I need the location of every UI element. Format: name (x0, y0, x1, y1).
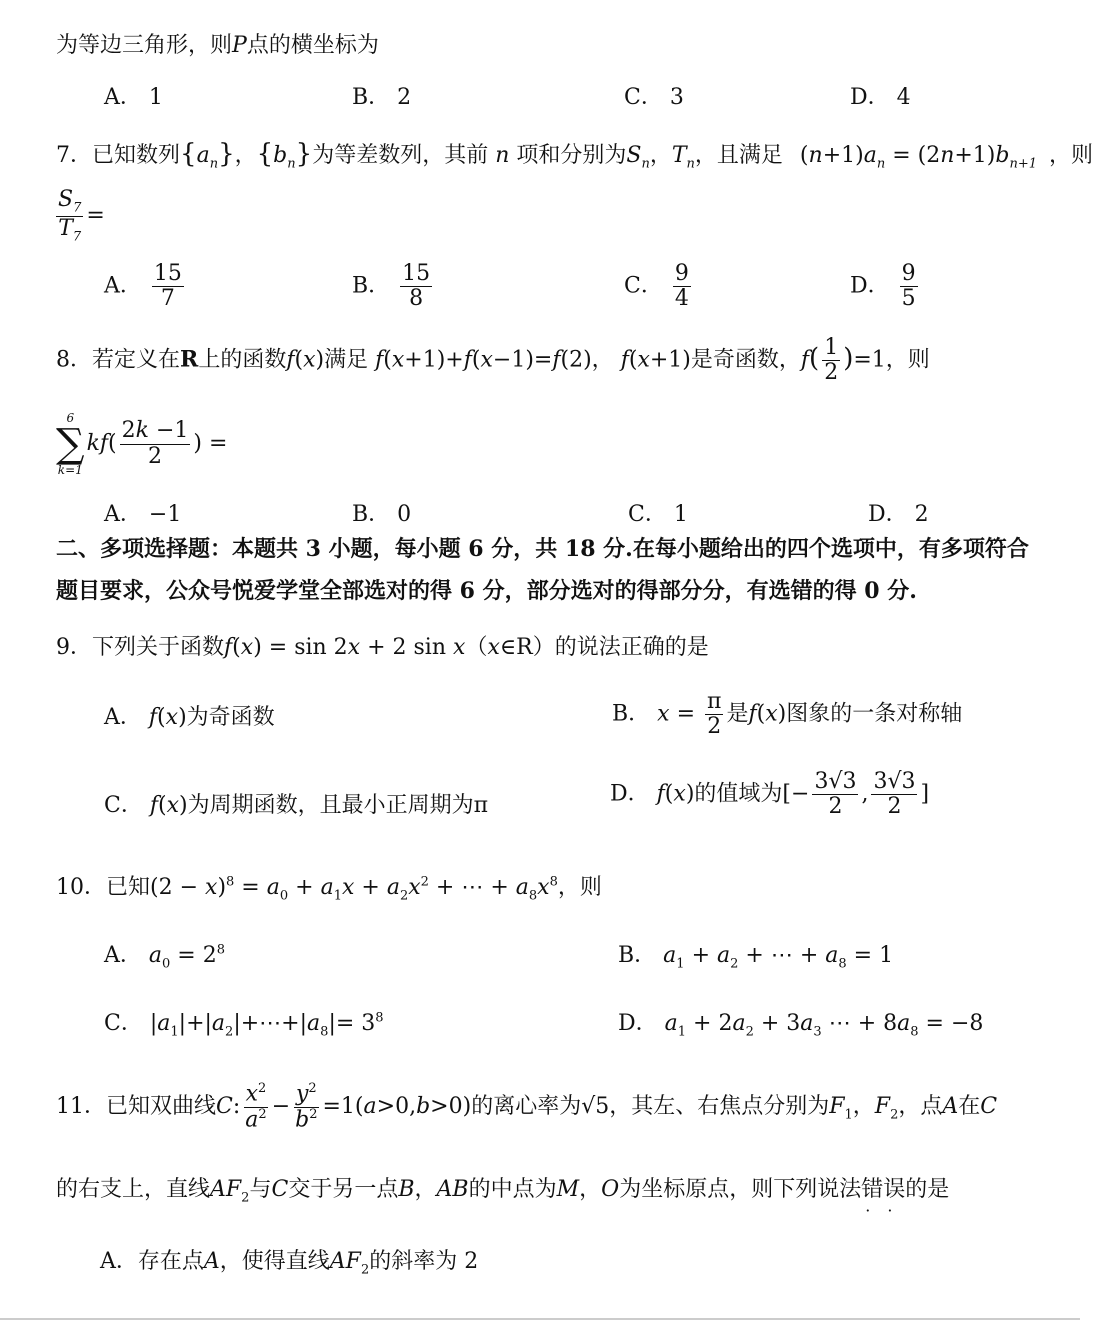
q11-number: 11． (56, 1094, 106, 1120)
q6-var-p: P (232, 33, 247, 58)
q8-option-c: C． 1 (628, 502, 688, 527)
q10-number: 10． (56, 875, 106, 900)
q11-emphasis-wrong: 错误 · · (861, 1177, 905, 1202)
q10-option-c: C． $|a_1|+|a_2|+\cdots+|a_8|= 3^8$ (104, 1010, 384, 1040)
q6-text-a: 为等边三角形，则 (56, 33, 233, 58)
q6-option-d: D． 4 (850, 85, 911, 110)
q10-option-b: B． $a_1 + a_2$ + ⋯ + $a_8 = 1$ (618, 943, 894, 972)
q6-option-b: B． 2 (352, 85, 412, 110)
q7-option-d: D． $\frac{9}{5}$ (850, 261, 916, 312)
q9-number: 9． (56, 635, 92, 660)
q7-expression: $\frac{S_7}{T_7}$ = (58, 187, 105, 245)
q10-stem: 10．已知$(2 - x)^8 = a_0 + a_1x + a_2x^2$ + ⋯ + $a_8x^8$，则 (56, 874, 602, 904)
q9-option-d: D． f(x)的值域为[− $\frac{3√3}{2}$ , $\frac{3√3}{2}$ ] (610, 769, 930, 820)
q6-option-a: A． 1 (104, 85, 163, 110)
bottom-divider (0, 1318, 1080, 1320)
q6-text-b: 点的横坐标为 (246, 33, 379, 58)
q7-option-b: B． $\frac{15}{8}$ (352, 261, 431, 312)
section2-line2: 题目要求，公众号悦爱学堂全部选对的得 6 分，部分选对的得部分分，有选错的得 0 分. (56, 578, 917, 604)
q8-number: 8． (56, 347, 92, 373)
q10-option-d: D． $a_1 + 2a_2 + 3a_3$ ⋯ + $8a_8 = -8$ (618, 1011, 984, 1040)
q8-option-b: B． 0 (352, 502, 412, 527)
q11-stem-line2: 的右支上，直线$AF_2$与C交于另一点B，AB的中点为M，O为坐标原点，则下列说法错误 · ·的是 (56, 1172, 949, 1205)
section2-line1: 二、多项选择题：本题共 3 小题，每小题 6 分，共 18 分.在每小题给出的四个选项中，有多项符合 (56, 536, 1029, 562)
q7-option-c: C． $\frac{9}{4}$ (624, 261, 689, 312)
q10-option-a: A． $a_0 = 2^8$ (104, 942, 225, 972)
q11-option-a: A．存在点A，使得直线$AF_2$的斜率为 2 (100, 1249, 479, 1278)
q7-number: 7． (56, 143, 92, 168)
q9-option-b: B． x = $\frac{\pi}{2}$ 是f(x)图象的一条对称轴 (612, 689, 963, 740)
q6-tail-line (56, 28, 379, 59)
q9-option-c: C． f(x)为周期函数，且最小正周期为π (104, 793, 489, 818)
q8-stem: 8．若定义在R上的函数f(x)满足 f(x+1)+f(x−1)=f(2)， f(x+1)是奇函数，f( $\frac{1}{2}$ )=1，则 (56, 335, 930, 386)
q9-option-a: A． f(x)为奇函数 (104, 705, 275, 730)
q8-sum-expression: 6 ∑ k=1 kf( $\frac{2k -1}{2}$ ) = (56, 411, 228, 477)
q11-stem-line1: 11．已知双曲线C: $\frac{x^2}{a^2}$ − $\frac{y^2}{b^2}$ =1(a>0,b>0)的离心率为√5，其左、右焦点分别为$F_1$，$F_2$，点A在C (56, 1081, 998, 1132)
q7-option-a: A． $\frac{15}{7}$ (104, 261, 182, 312)
q8-option-a: A． −1 (104, 502, 182, 527)
q9-stem: 9．下列关于函数f(x) = sin 2x + 2 sin x（x∈R）的说法正确的是 (56, 635, 709, 660)
q6-option-c: C． 3 (624, 85, 684, 110)
q7-stem: 7．已知数列$\{a_n\}$，$\{b_n\}$为等差数列，其前 n 项和分别为$S_n$，$T_n$，且满足 $(n+1)a_n = (2n+1)b_{n+1}$ ，则 (56, 139, 1093, 172)
q8-option-d: D． 2 (868, 502, 929, 527)
